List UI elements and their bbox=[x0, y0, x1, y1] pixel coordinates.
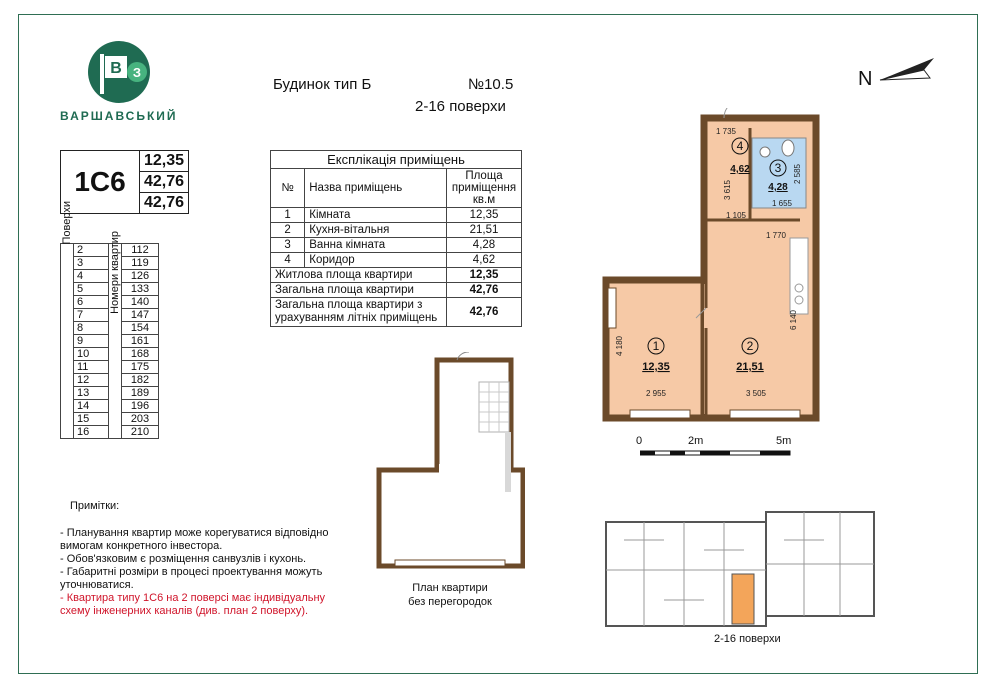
apt-cell: 182 bbox=[122, 374, 159, 387]
scale-0: 0 bbox=[636, 435, 643, 447]
room-3-area: 4,28 bbox=[768, 182, 788, 193]
apt-cell: 175 bbox=[122, 361, 159, 374]
total-area: 42,76 bbox=[140, 172, 189, 193]
explication-title: Експлікація приміщень bbox=[271, 151, 522, 169]
total-row bbox=[271, 268, 522, 283]
total-value: 42,76 bbox=[447, 298, 522, 327]
dim-4180: 4 180 bbox=[615, 335, 624, 357]
floor-cell: 15 bbox=[74, 413, 109, 426]
plan-caption-line2: без перегородок bbox=[408, 596, 492, 608]
brand-logo-icon bbox=[80, 38, 158, 106]
row-area: 12,35 bbox=[447, 208, 522, 223]
notes-block bbox=[60, 500, 350, 618]
compass-arrow-icon bbox=[878, 56, 938, 84]
apt-cell: 210 bbox=[122, 426, 159, 439]
floor-cell: 10 bbox=[74, 348, 109, 361]
floor-cell: 6 bbox=[74, 296, 109, 309]
floors-label-cell bbox=[61, 201, 74, 439]
total-label: Житлова площа квартири bbox=[271, 268, 447, 283]
room-1-num: 1 bbox=[652, 339, 660, 353]
apt-cell: 147 bbox=[122, 309, 159, 322]
living-area: 12,35 bbox=[140, 151, 189, 172]
plan-without-partitions bbox=[375, 352, 525, 572]
apt-cell: 196 bbox=[122, 400, 159, 413]
floor-plan-thumbnail bbox=[604, 510, 876, 630]
apt-cell: 119 bbox=[122, 257, 159, 270]
floor-cell: 8 bbox=[74, 322, 109, 335]
apt-cell: 189 bbox=[122, 387, 159, 400]
floor-cell: 4 bbox=[74, 270, 109, 283]
total-value: 42,76 bbox=[447, 283, 522, 298]
apt-cell: 203 bbox=[122, 413, 159, 426]
total-row bbox=[271, 298, 522, 327]
brand-name: ВАРШАВСЬКИЙ bbox=[60, 109, 178, 123]
total-value: 12,35 bbox=[447, 268, 522, 283]
plan-caption-line1: План квартири bbox=[412, 582, 488, 594]
apartment-plan bbox=[600, 108, 830, 428]
room-3-num: 3 bbox=[774, 161, 782, 175]
floor-cell: 12 bbox=[74, 374, 109, 387]
north-label: N bbox=[858, 68, 873, 90]
col-name: Назва приміщень bbox=[305, 169, 447, 208]
scale-5m: 5m bbox=[776, 435, 792, 447]
row-area: 21,51 bbox=[447, 223, 522, 238]
row-name: Коридор bbox=[305, 253, 447, 268]
total-area-summer: 42,76 bbox=[140, 193, 189, 214]
apt-cell: 133 bbox=[122, 283, 159, 296]
floors-range: 2-16 поверхи bbox=[415, 98, 506, 115]
table-row bbox=[271, 223, 522, 238]
row-num: 4 bbox=[271, 253, 305, 268]
total-label: Загальна площа квартири з урахуванням літніх приміщень bbox=[271, 298, 447, 327]
scale-2m: 2m bbox=[688, 435, 704, 447]
numbers-label: Номери квартир bbox=[109, 231, 121, 314]
row-area: 4,62 bbox=[447, 253, 522, 268]
apartment-type-box bbox=[60, 150, 189, 214]
floor-cell: 9 bbox=[74, 335, 109, 348]
row-num: 2 bbox=[271, 223, 305, 238]
room-2-area: 21,51 bbox=[736, 361, 764, 373]
section-number: №10.5 bbox=[468, 76, 514, 93]
note-item: - Обов'язковим є розміщення санвузлів і кухонь. bbox=[60, 553, 307, 565]
plan-caption bbox=[395, 581, 505, 609]
dim-1105: 1 105 bbox=[725, 211, 747, 220]
floor-cell: 14 bbox=[74, 400, 109, 413]
svg-text:В: В bbox=[110, 60, 122, 77]
col-area: Площа приміщення кв.м bbox=[447, 169, 522, 208]
row-num: 3 bbox=[271, 238, 305, 253]
apt-cell: 140 bbox=[122, 296, 159, 309]
apt-cell: 126 bbox=[122, 270, 159, 283]
dim-3505: 3 505 bbox=[745, 389, 767, 398]
apt-cell: 168 bbox=[122, 348, 159, 361]
room-2-num: 2 bbox=[746, 339, 754, 353]
note-warning: - Квартира типу 1С6 на 2 поверсі має індивідуальну схему інженерних каналів (див. план 2 поверху). bbox=[60, 592, 326, 617]
explication-table bbox=[270, 150, 522, 327]
total-label: Загальна площа квартири bbox=[271, 283, 447, 298]
floor-cell: 13 bbox=[74, 387, 109, 400]
row-num: 1 bbox=[271, 208, 305, 223]
dim-6140: 6 140 bbox=[789, 309, 798, 331]
numbers-label-cell bbox=[109, 231, 122, 439]
notes-title: Примітки: bbox=[70, 500, 120, 512]
room-1-area: 12,35 bbox=[642, 361, 670, 373]
dim-3615: 3 615 bbox=[723, 179, 732, 201]
dim-1770: 1 770 bbox=[765, 231, 787, 240]
dim-2955: 2 955 bbox=[645, 389, 667, 398]
floor-plan-caption: 2-16 поверхи bbox=[714, 633, 781, 645]
floor-cell: 7 bbox=[74, 309, 109, 322]
table-row bbox=[271, 253, 522, 268]
total-row bbox=[271, 283, 522, 298]
floor-cell: 2 bbox=[74, 244, 109, 257]
building-type: Будинок тип Б bbox=[273, 76, 372, 93]
scale-bar bbox=[640, 447, 800, 459]
table-row bbox=[271, 208, 522, 223]
room-4-num: 4 bbox=[736, 139, 744, 153]
floor-cell: 16 bbox=[74, 426, 109, 439]
row-name: Ванна кімната bbox=[305, 238, 447, 253]
floor-cell: 11 bbox=[74, 361, 109, 374]
floors-table bbox=[60, 201, 159, 439]
svg-text:З: З bbox=[132, 65, 142, 80]
row-name: Кімната bbox=[305, 208, 447, 223]
dim-1655: 1 655 bbox=[771, 199, 793, 208]
room-4-area: 4,62 bbox=[730, 164, 750, 175]
table-row bbox=[271, 238, 522, 253]
apt-cell: 161 bbox=[122, 335, 159, 348]
floor-cell: 3 bbox=[74, 257, 109, 270]
floors-label: Поверхи bbox=[61, 201, 73, 245]
row-area: 4,28 bbox=[447, 238, 522, 253]
col-num: № bbox=[271, 169, 305, 208]
row-name: Кухня-вітальня bbox=[305, 223, 447, 238]
apartment-code: 1С6 bbox=[61, 151, 140, 214]
dim-1735: 1 735 bbox=[715, 127, 737, 136]
floor-cell: 5 bbox=[74, 283, 109, 296]
apt-cell: 112 bbox=[122, 244, 159, 257]
note-item: - Габаритні розміри в процесі проектування можуть уточнюватися. bbox=[60, 566, 323, 591]
note-item: - Планування квартир може корегуватися відповідно вимогам конкретного інвестора. bbox=[60, 527, 329, 552]
apt-cell: 154 bbox=[122, 322, 159, 335]
dim-2585: 2 585 bbox=[793, 163, 802, 185]
